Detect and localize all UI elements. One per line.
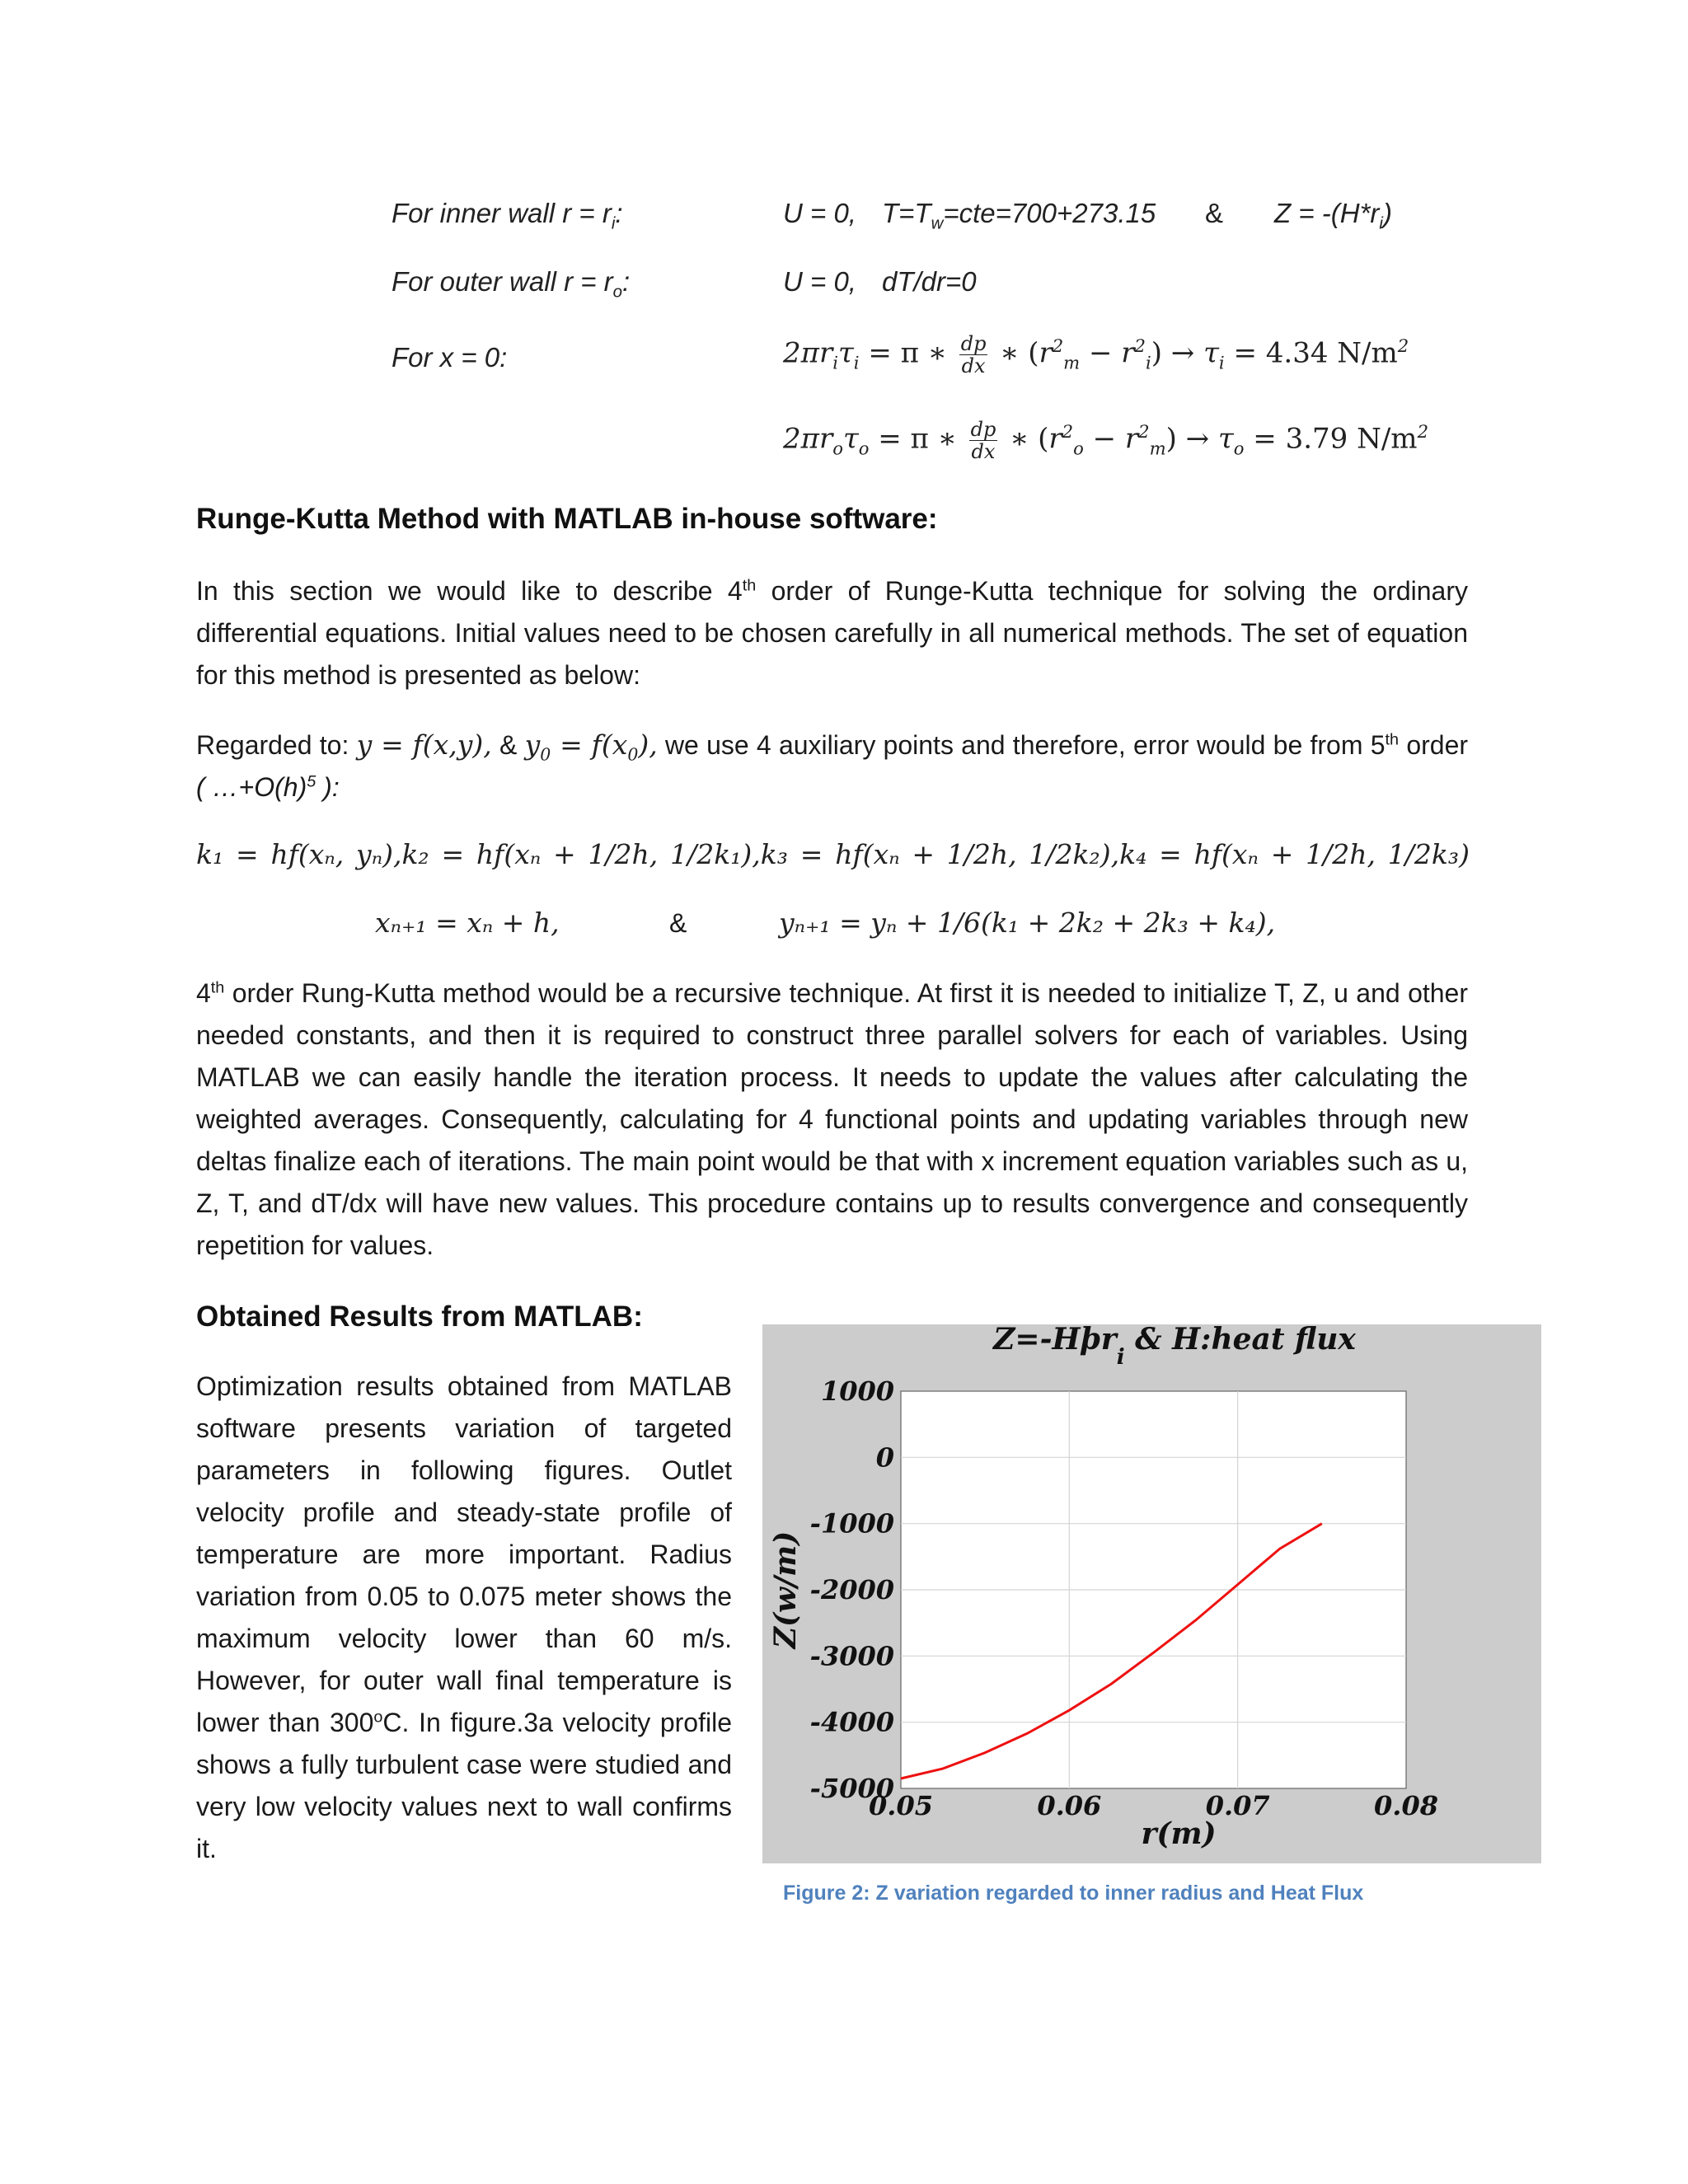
tau-i-equation: $2\pi r_i\tau_i = \pi$ ∗ $\frac{dp}{dx}$ ∗ $(r^2_m - r^2_i) \to \tau_i = 4.34$ $N/m^2$ [783,332,1409,377]
bc-inner-z: $Z = -(H*r_i)$ [1274,198,1392,233]
x-tick-label: 0.07 [1205,1790,1270,1821]
y-tick-label: -2000 [809,1574,894,1605]
rk-y-update: yₙ₊₁ = yₙ + 1/6(k₁ + 2k₂ + 2k₃ + k₄), [779,907,1276,939]
figure-caption: Figure 2: Z variation regarded to inner radius and Heat Flux [783,1882,1364,1905]
x-axis-label: r(m) [1141,1816,1217,1851]
figure-chart [762,1324,1541,1863]
bc-x0-label: For x = 0: [392,342,508,373]
x-tick-label: 0.06 [1037,1790,1102,1821]
bc-outer-u: U = 0, [783,266,856,297]
y-tick-label: -3000 [809,1640,894,1672]
y-tick-label: -5000 [809,1773,894,1804]
bc-outer-label: For outer wall $r = r_o$: [392,266,631,302]
rk-body-paragraph: 4th order Rung-Kutta method would be a recursive technique. At first it is needed to initialize T, Z, u and other needed constants, and then it is required to construct three parallel solvers for each of variables. Using MATLAB we can easily handle the iteration process. It needs to update the values after calculating the weighted averages. Consequently, calculating for 4 functional points and updating variables through new deltas finalize each of iterations. The main point would be that with x increment equation variables such as u, Z, T, and dT/dx will have new values. This procedure contains up to results convergence and consequently repetition for values. [196,978,1468,1260]
y-tick-label: -1000 [809,1507,894,1540]
results-paragraph: Optimization results obtained from MATLAB software presents variation of targeted parameters in following figures. Outlet velocity profile and steady-state profile of temperature are more important. Radius variation from 0.05 to 0.075 meter shows the maximum velocity lower than 60 m/s. However, for outer wall final temperature is lower than 300$^o$C. In figure.3a velocity profile shows a fully turbulent case were studied and very low velocity values next to wall confirms it. [196,1371,732,1863]
x-tick-label: 0.08 [1374,1790,1438,1821]
bc-inner-u: U = 0, [783,198,856,228]
rk-update-amp: & [669,908,687,938]
y-tick-label: 1000 [820,1376,894,1407]
dp-dx-fraction-2: $\frac{dp}{dx}$ [970,418,996,463]
rk-intro-paragraph: In this section we would like to describe 4th order of Runge-Kutta technique for solving the ordinary differential equations. Initial values need to be chosen carefully in all numerical methods. The set of equation for this method is presented as below: [196,576,1468,690]
rk-heading: Runge-Kutta Method with MATLAB in-house software: [196,503,938,535]
chart-svg [762,1324,1541,1863]
rk-k-equations: k₁ = hf(xₙ, yₙ),k₂ = hf(xₙ + 1/2h, 1/2k₁),k₃ = hf(xₙ + 1/2h, 1/2k₂),k₄ = hf(xₙ + 1/2h, 1/2k₃) [196,838,1470,870]
bc-inner-label: For inner wall $r = r_i$: [392,198,623,233]
rk-x-update: xₙ₊₁ = xₙ + h, [375,907,560,939]
x-tick-label: 0.05 [869,1790,933,1821]
bc-inner-t: $T=T_w=cte=700+273.15$ [882,198,1156,233]
bc-inner-amp: & [1205,198,1224,228]
y-tick-label: 0 [875,1441,894,1474]
bc-outer-dt: dT/dr=0 [882,266,977,297]
y-axis-label: Z(w/m) [768,1530,803,1649]
tau-o-equation: $2\pi r_o\tau_o = \pi$ ∗ $\frac{dp}{dx}$ ∗ $(r^2_o - r^2_m) \to \tau_o = 3.79$ $N/m^2$ [783,418,1428,463]
rk-regarded-paragraph: Regarded to: y = f(x,y), & $y_0 = f(x_0)$, we use 4 auxiliary points and therefore, error would be from 5th order ( $\dots+O(h)^5$ ): [196,729,1469,802]
y-tick-labels [810,1376,894,1804]
results-heading: Obtained Results from MATLAB: [196,1301,643,1333]
chart-title: Z=-Hþr$_i$ & H:heat flux [993,1324,1356,1370]
y-tick-label: -4000 [809,1706,894,1738]
dp-dx-fraction: $\frac{dp}{dx}$ [960,332,987,377]
